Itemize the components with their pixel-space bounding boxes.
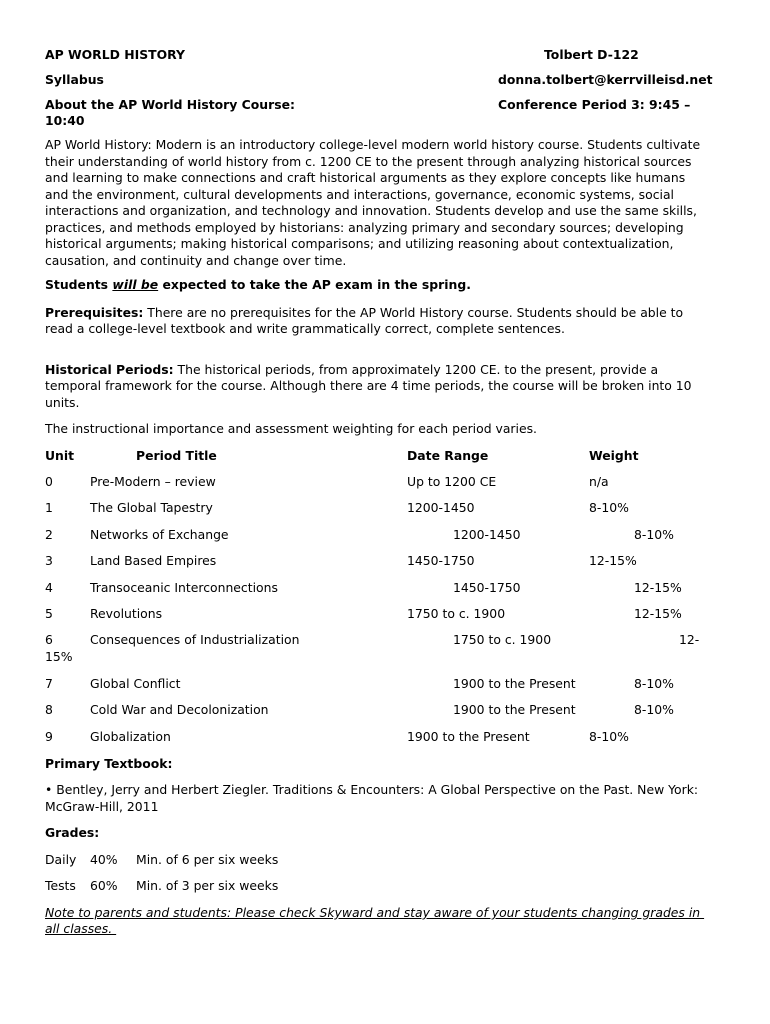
intro-line: and learning to make connections and craft historical arguments as they explore concepts like humans [45,170,686,185]
conference-time-end: 10:40 [45,113,85,128]
exam-note [45,277,471,293]
unit-number: 1 [45,500,53,515]
unit-number: 7 [45,676,53,691]
weight: 8-10% [634,676,674,691]
periods-line1 [45,362,658,378]
grade-percent: 40% [90,852,118,867]
period-title: The Global Tapestry [90,500,213,515]
date-range: 1750 to c. 1900 [407,606,506,621]
date-range: 1200-1450 [453,527,521,542]
weight: 8-10% [634,702,674,717]
course-title: AP WORLD HISTORY [45,47,185,62]
weight: 8-10% [634,527,674,542]
period-title: Networks of Exchange [90,527,229,542]
prereq-text: There are no prerequisites for the AP World History course. Students should be able to [143,305,684,320]
prereq-label: Prerequisites: [45,305,144,320]
weight: 12-15% [634,606,682,621]
date-range: 1900 to the Present [453,702,576,717]
intro-line: their understanding of world history from c. 1200 CE to the present through analyzing historical sources [45,153,692,169]
grade-requirement: Min. of 3 per six weeks [136,878,279,893]
exam-note-emphasis: will be [112,277,159,292]
date-range: 1450-1750 [407,553,475,568]
unit-number: 5 [45,606,53,621]
unit-number: 3 [45,553,53,568]
exam-note-before: Students [45,277,113,292]
intro-line: causation, and continuity and change over time. [45,252,347,268]
periods-line3: units. [45,395,80,410]
date-range: 1750 to c. 1900 [453,632,552,647]
date-range: 1900 to the Present [453,676,576,691]
weight: n/a [589,474,609,489]
table-header-weight: Weight [589,448,639,463]
weight: 8-10% [589,500,629,515]
about-heading: About the AP World History Course: [45,97,295,112]
period-title: Cold War and Decolonization [90,702,269,717]
date-range: 1450-1750 [453,580,521,595]
parent-note-line2: all classes. [45,921,117,936]
table-header-unit: Unit [45,448,75,463]
weight-wrap: 15% [45,649,73,664]
period-title: Transoceanic Interconnections [90,580,278,595]
doc-type: Syllabus [45,72,104,87]
intro-line: interactions and organization, and technology and innovation. Students develop and use the same skills, [45,203,697,218]
unit-number: 6 [45,632,53,647]
unit-number: 0 [45,474,53,489]
period-title: Pre-Modern – review [90,474,216,489]
teacher-room: Tolbert D-122 [544,47,639,62]
intro-line: practices, and methods employed by historians: analyzing primary and secondary sources; developing [45,219,684,235]
exam-note-after: expected to take the AP exam in the spring. [158,277,471,292]
grades-heading: Grades: [45,825,100,840]
date-range: 1200-1450 [407,500,475,515]
textbook-heading: Primary Textbook: [45,756,173,771]
periods-text: The historical periods, from approximately 1200 CE. to the present, provide a [173,362,659,377]
textbook-line2: McGraw-Hill, 2011 [45,799,159,814]
grade-category: Tests [45,878,76,893]
weight: 12-15% [589,553,637,568]
unit-number: 8 [45,702,53,717]
grade-category: Daily [45,852,77,867]
weight: 12-15% [634,580,682,595]
weight: 8-10% [589,729,629,744]
intro-line: historical arguments; making historical comparisons; and utilizing reasoning about contextualization, [45,236,674,251]
period-title: Revolutions [90,606,163,621]
period-title: Global Conflict [90,676,181,691]
table-header-title: Period Title [136,448,217,463]
date-range: Up to 1200 CE [407,474,497,489]
parent-note-line1: Note to parents and students: Please check Skyward and stay aware of your students changing grades in [45,905,705,920]
unit-number: 2 [45,527,53,542]
weighting-note: The instructional importance and assessment weighting for each period varies. [45,421,537,436]
textbook-line1: • Bentley, Jerry and Herbert Ziegler. Traditions & Encounters: A Global Perspective on the Past. New York: [45,782,699,797]
prereq-line1 [45,305,683,321]
intro-line: and the environment, cultural developments and interactions, governance, economic systems, social [45,186,674,202]
intro-paragraph [45,137,725,269]
unit-number: 4 [45,580,53,595]
prereq-line2: read a college-level textbook and write grammatically correct, complete sentences. [45,321,565,336]
unit-number: 9 [45,729,53,744]
grade-requirement: Min. of 6 per six weeks [136,852,279,867]
period-title: Globalization [90,729,171,744]
conference-period: Conference Period 3: 9:45 – [498,97,691,112]
weight: 12- [679,632,700,647]
periods-line2: temporal framework for the course. Although there are 4 time periods, the course will be broken into 10 [45,378,692,393]
periods-label: Historical Periods: [45,362,174,377]
period-title: Land Based Empires [90,553,217,568]
date-range: 1900 to the Present [407,729,530,744]
teacher-email: donna.tolbert@kerrvilleisd.net [498,72,713,87]
grade-percent: 60% [90,878,118,893]
period-title: Consequences of Industrialization [90,632,300,647]
table-header-range: Date Range [407,448,489,463]
intro-line: AP World History: Modern is an introductory college-level modern world history course. Students cultivate [45,137,701,152]
